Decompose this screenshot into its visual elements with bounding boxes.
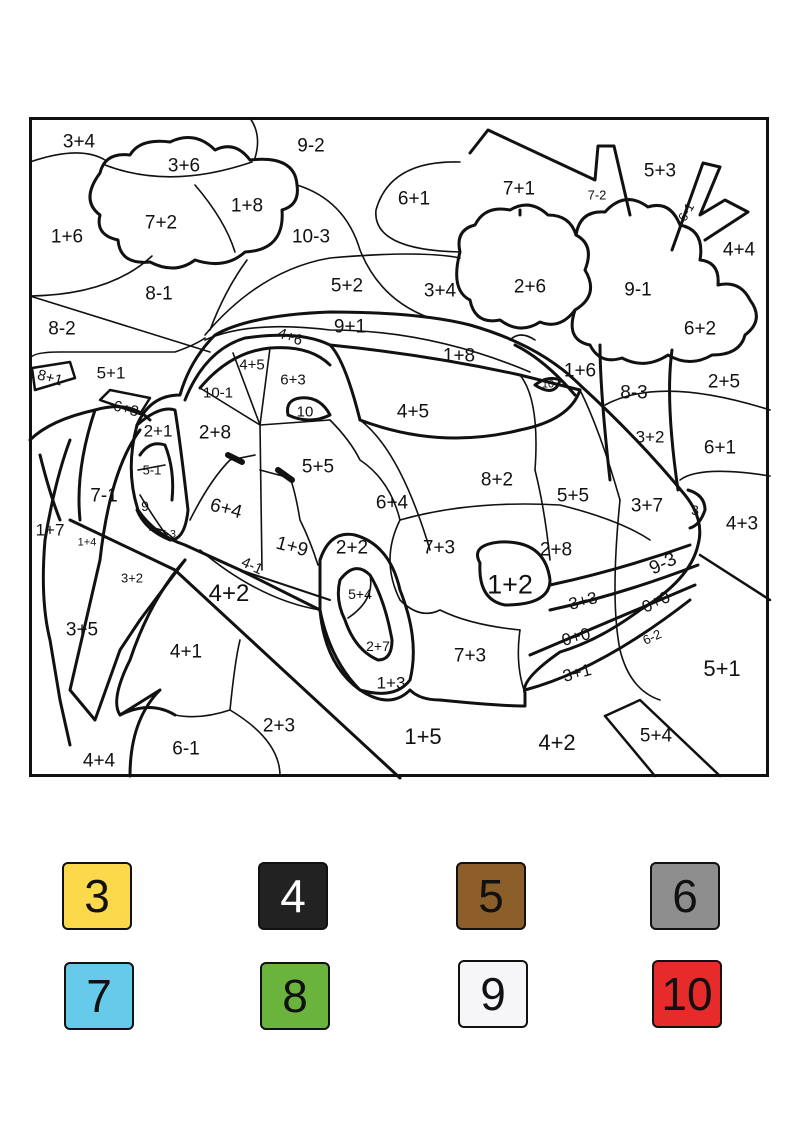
region-label[interactable]: 5+5 [301,456,335,478]
color-swatch-3[interactable] [62,862,132,930]
region-label[interactable]: 10 [296,403,314,421]
region-label[interactable]: 6+3 [280,371,306,389]
region-label[interactable]: 1+9 [273,532,311,562]
region-label[interactable]: 3 [691,502,699,518]
region-label[interactable]: 4+4 [722,239,756,261]
region-label[interactable]: 6+3 [111,397,141,421]
region-label[interactable]: 8-3 [620,382,648,404]
region-label[interactable]: 4+3 [725,513,759,535]
region-label[interactable]: 4+6 [275,324,305,350]
region-label[interactable]: 5+3 [643,160,677,182]
region-label[interactable]: 5-1 [142,462,162,478]
swatch-number: 3 [84,870,110,922]
region-label[interactable]: 5+1 [703,656,741,681]
region-label[interactable]: 9 [141,498,149,514]
swatch-number: 9 [480,968,506,1020]
region-label[interactable]: 3+3 [566,588,600,614]
region-label[interactable]: 2+2 [335,537,369,559]
region-label[interactable]: 3+4 [62,131,96,153]
region-label[interactable]: 9-2 [297,135,325,157]
region-label[interactable]: 7+3 [453,645,487,667]
swatch-number: 7 [86,970,112,1022]
region-label[interactable]: 1+3 [376,673,406,693]
swatch-number: 4 [280,870,306,922]
region-label[interactable]: 5+5 [556,485,590,507]
region-label[interactable]: 5+1 [96,363,126,383]
color-swatch-5[interactable] [456,862,526,930]
region-label[interactable]: 6+1 [397,188,431,210]
region-label[interactable]: 8-1 [145,283,173,305]
color-swatch-7[interactable] [64,962,134,1030]
region-label[interactable]: 0+0 [638,587,674,617]
region-label[interactable]: 1+6 [50,226,84,248]
region-label[interactable]: 4+4 [82,750,116,772]
region-label[interactable]: 2+5 [707,371,741,393]
region-label[interactable]: 3+6 [167,155,201,177]
region-label[interactable]: 5+4 [639,725,673,747]
region-label[interactable]: 8+2 [480,469,514,491]
swatch-number: 6 [672,870,698,922]
color-swatch-10[interactable] [652,960,722,1028]
region-label[interactable]: 6+1 [703,437,737,459]
region-label[interactable]: 2+3 [262,715,296,737]
region-label[interactable]: 7-3 [160,528,176,541]
region-label[interactable]: 6-1 [172,738,200,760]
region-label[interactable]: 3+5 [65,619,99,641]
region-label[interactable]: 7+3 [422,537,456,559]
region-label[interactable]: 8-2 [48,318,76,340]
region-label[interactable]: 7+2 [144,212,178,234]
region-label[interactable]: 3+2 [120,570,144,586]
region-label[interactable]: 5+4 [348,586,372,602]
region-label[interactable]: 1+4 [77,536,97,549]
region-label[interactable]: 6+4 [375,492,409,514]
region-label[interactable]: 7-1 [90,485,118,507]
region-label[interactable]: 3+7 [630,495,664,517]
region-label[interactable]: 10-1 [202,384,234,402]
region-label[interactable]: 6+4 [207,494,245,524]
color-swatch-6[interactable] [650,862,720,930]
swatch-number: 5 [478,870,504,922]
region-label[interactable]: 5+2 [330,275,364,297]
region-label[interactable]: 6+2 [683,318,717,340]
region-label[interactable]: 3+4 [423,280,457,302]
region-label[interactable]: 2+8 [539,539,573,561]
region-label[interactable]: 3+1 [560,660,594,686]
region-label[interactable]: 0+0 [559,624,593,650]
region-label[interactable]: 1+8 [442,345,476,367]
swatch-number: 10 [661,968,713,1020]
region-label[interactable]: 2+8 [198,422,232,444]
region-label[interactable]: 7-2 [587,187,607,203]
region-label[interactable]: 10 [541,378,555,391]
color-swatch-9[interactable] [458,960,528,1028]
region-label[interactable]: 4+1 [169,641,203,663]
region-label[interactable]: 8+1 [35,366,65,390]
region-label[interactable]: 2+7 [366,638,390,654]
region-label[interactable]: 4+5 [396,401,430,423]
region-label[interactable]: 4+5 [239,356,265,374]
region-label[interactable]: 1+6 [563,360,597,382]
region-label[interactable]: 1+7 [35,520,65,540]
region-label[interactable]: 1+8 [230,195,264,217]
region-label[interactable]: 3+2 [635,427,665,447]
swatch-number: 8 [282,970,308,1022]
region-label[interactable]: 4-1 [238,553,266,579]
color-swatch-4[interactable] [258,862,328,930]
region-label[interactable]: 1+2 [487,569,533,600]
region-label[interactable]: 4+2 [538,730,576,755]
region-label[interactable]: 7+1 [502,178,536,200]
region-label[interactable]: 9-1 [624,279,652,301]
region-label[interactable]: 2+6 [513,276,547,298]
color-swatch-8[interactable] [260,962,330,1030]
region-label[interactable]: 1+5 [404,724,442,749]
region-label[interactable]: 4+2 [208,580,250,607]
region-label[interactable]: 6-1 [674,200,698,224]
region-label[interactable]: 10-3 [291,226,331,248]
region-label[interactable]: 9+1 [333,316,367,338]
region-label[interactable]: 6-2 [640,626,664,648]
region-label[interactable]: 9-3 [646,548,680,580]
region-label[interactable]: 2+1 [143,421,173,441]
